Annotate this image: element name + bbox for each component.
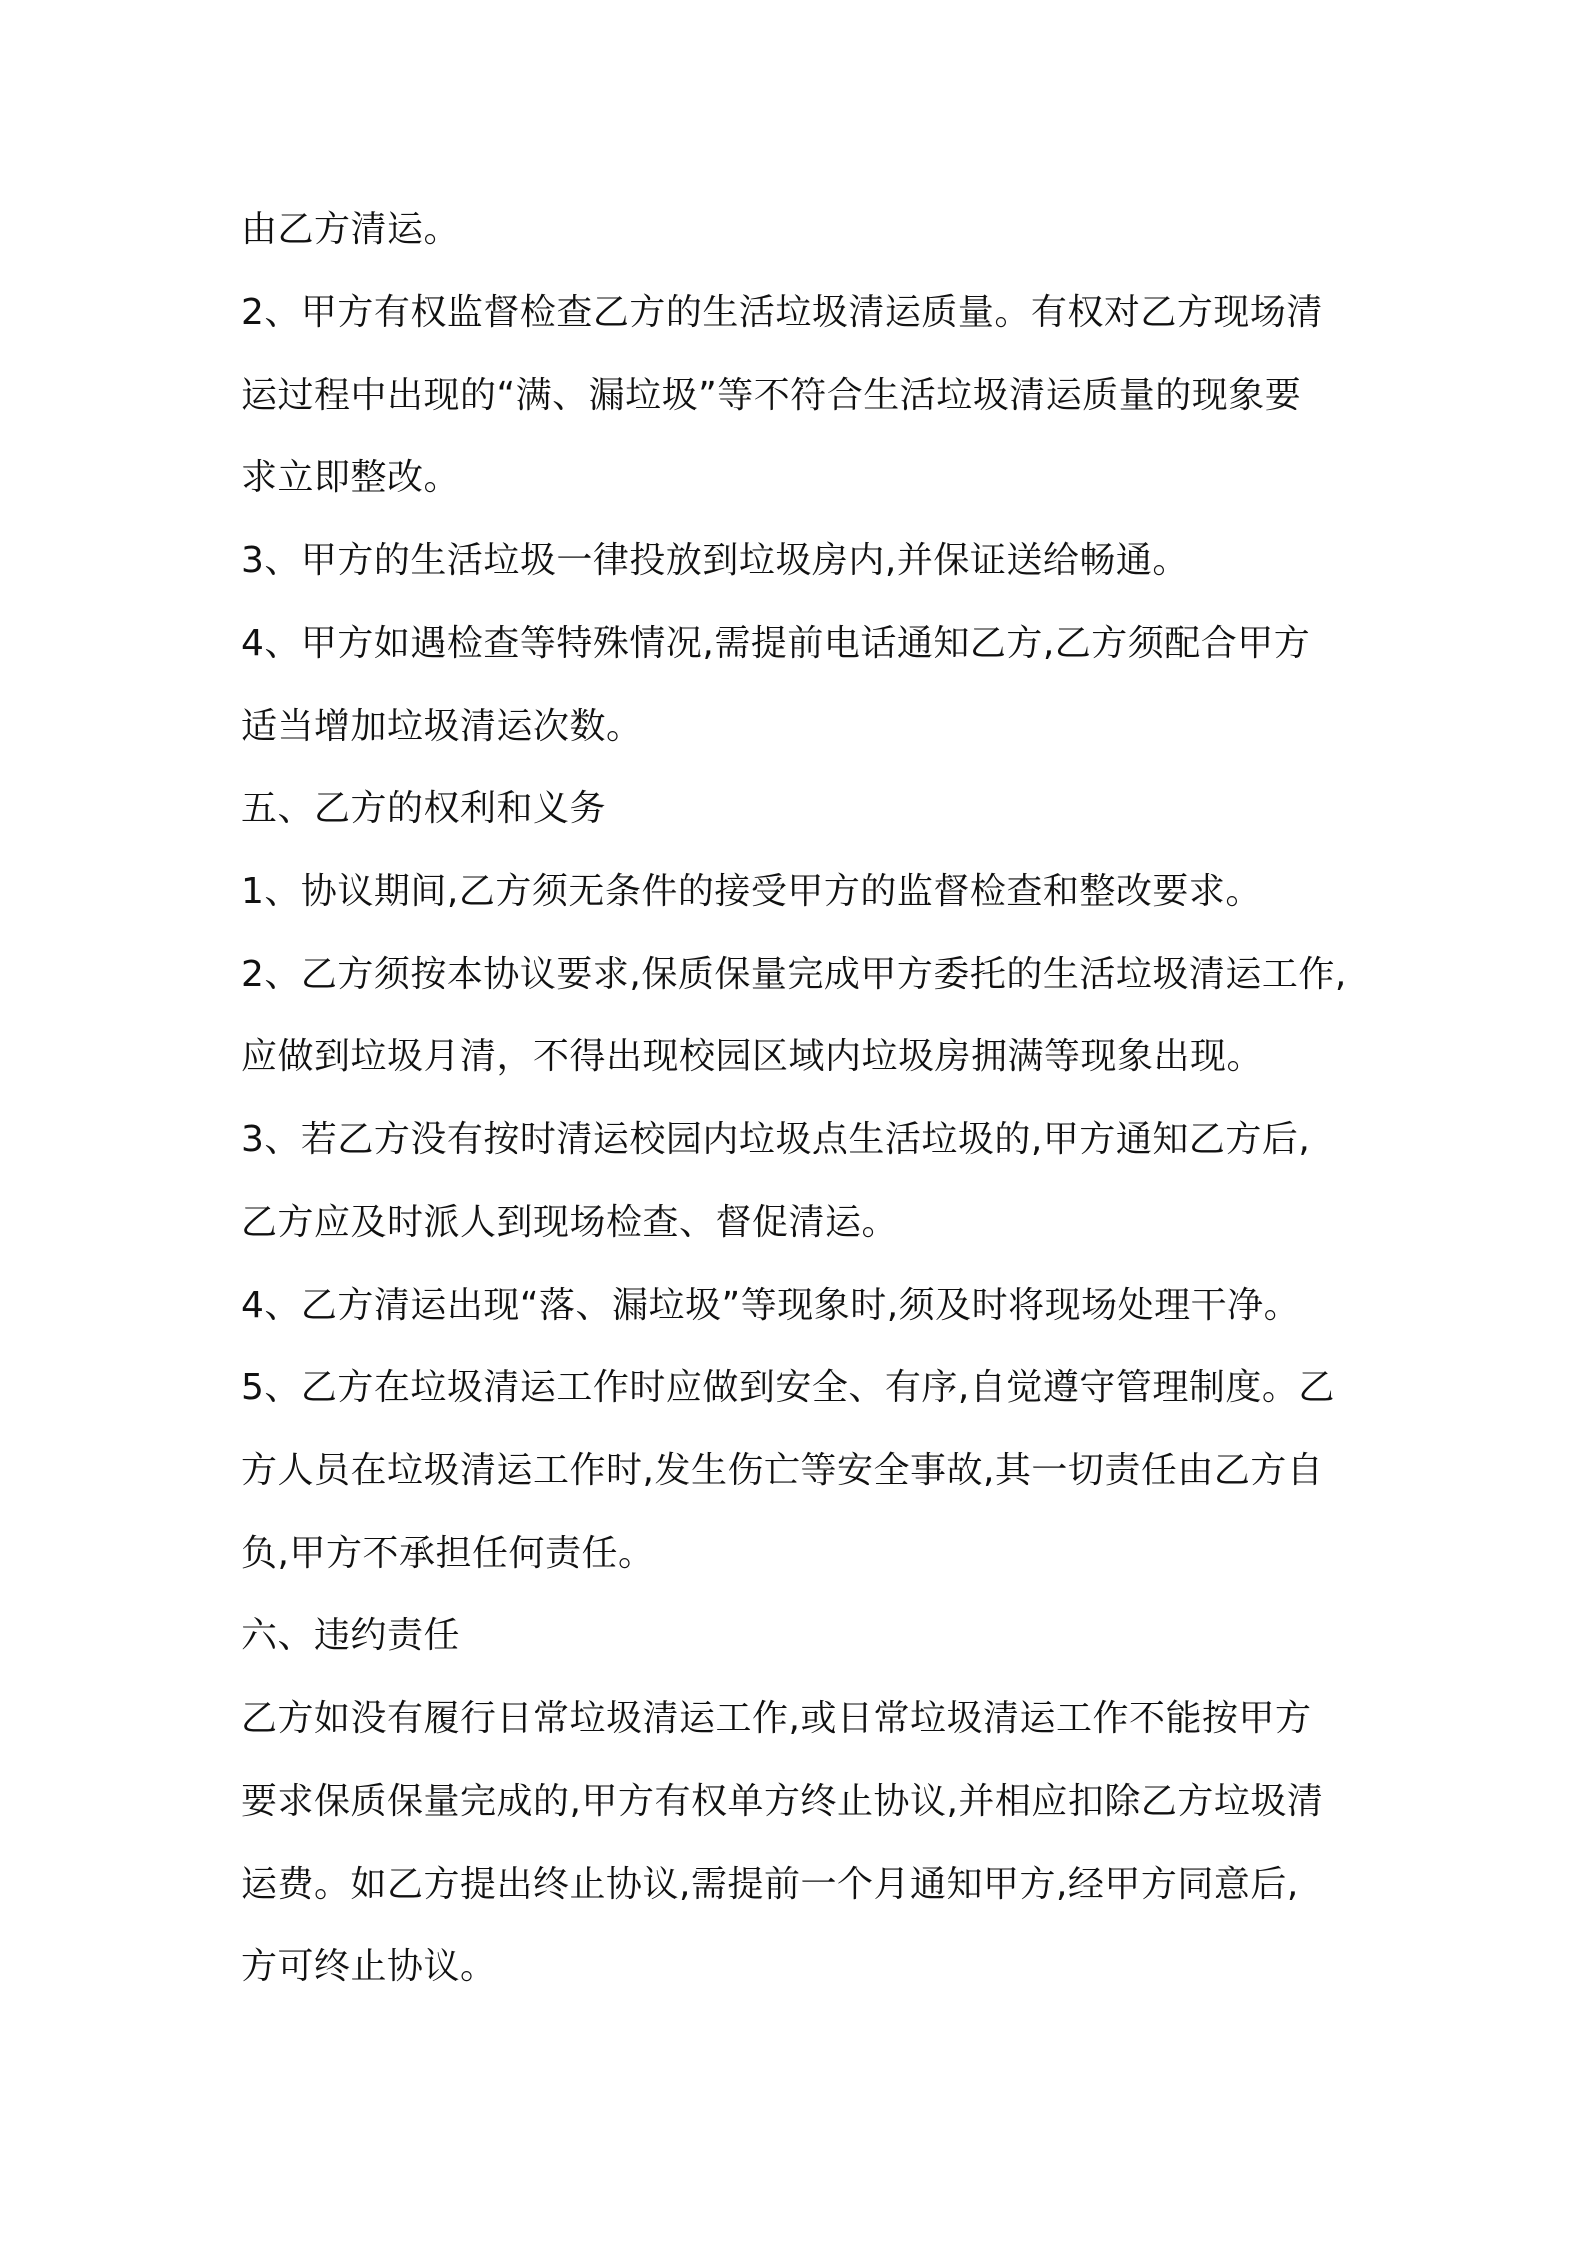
text-line: 2、甲方有权监督检查乙方的生活垃圾清运质量。有权对乙方现场清 bbox=[241, 292, 1323, 333]
text-line: 1、协议期间,乙方须无条件的接受甲方的监督检查和整改要求。 bbox=[241, 871, 1262, 912]
text-line: 负,甲方不承担任何责任。 bbox=[241, 1533, 655, 1574]
section-heading: 五、乙方的权利和义务 bbox=[241, 788, 607, 829]
text-line: 由乙方清运。 bbox=[241, 209, 461, 250]
text-line: 运费。如乙方提出终止协议,需提前一个月通知甲方,经甲方同意后, bbox=[241, 1864, 1299, 1905]
text-line: 要求保质保量完成的,甲方有权单方终止协议,并相应扣除乙方垃圾清 bbox=[241, 1781, 1324, 1822]
text-line: 方人员在垃圾清运工作时,发生伤亡等安全事故,其一切责任由乙方自 bbox=[241, 1450, 1324, 1491]
text-line: 运过程中出现的“满、漏垃圾”等不符合生活垃圾清运质量的现象要 bbox=[241, 375, 1302, 416]
text-line: 5、乙方在垃圾清运工作时应做到安全、有序,自觉遵守管理制度。乙 bbox=[241, 1367, 1335, 1408]
text-line: 适当增加垃圾清运次数。 bbox=[241, 706, 643, 747]
section-heading: 六、违约责任 bbox=[241, 1615, 461, 1656]
text-line: 3、甲方的生活垃圾一律投放到垃圾房内,并保证送给畅通。 bbox=[241, 540, 1189, 581]
text-line: 乙方如没有履行日常垃圾清运工作,或日常垃圾清运工作不能按甲方 bbox=[241, 1698, 1312, 1739]
text-line: 求立即整改。 bbox=[241, 457, 461, 498]
text-line: 乙方应及时派人到现场检查、督促清运。 bbox=[241, 1202, 899, 1243]
text-line: 4、甲方如遇检查等特殊情况,需提前电话通知乙方,乙方须配合甲方 bbox=[241, 623, 1311, 664]
text-line: 2、乙方须按本协议要求,保质保量完成甲方委托的生活垃圾清运工作, bbox=[241, 954, 1347, 995]
text-line: 4、乙方清运出现“落、漏垃圾”等现象时,须及时将现场处理干净。 bbox=[241, 1285, 1301, 1326]
text-line: 方可终止协议。 bbox=[241, 1946, 497, 1987]
text-line: 应做到垃圾月清，不得出现校园区域内垃圾房拥满等现象出现。 bbox=[241, 1036, 1264, 1077]
text-line: 3、若乙方没有按时清运校园内垃圾点生活垃圾的,甲方通知乙方后, bbox=[241, 1119, 1311, 1160]
